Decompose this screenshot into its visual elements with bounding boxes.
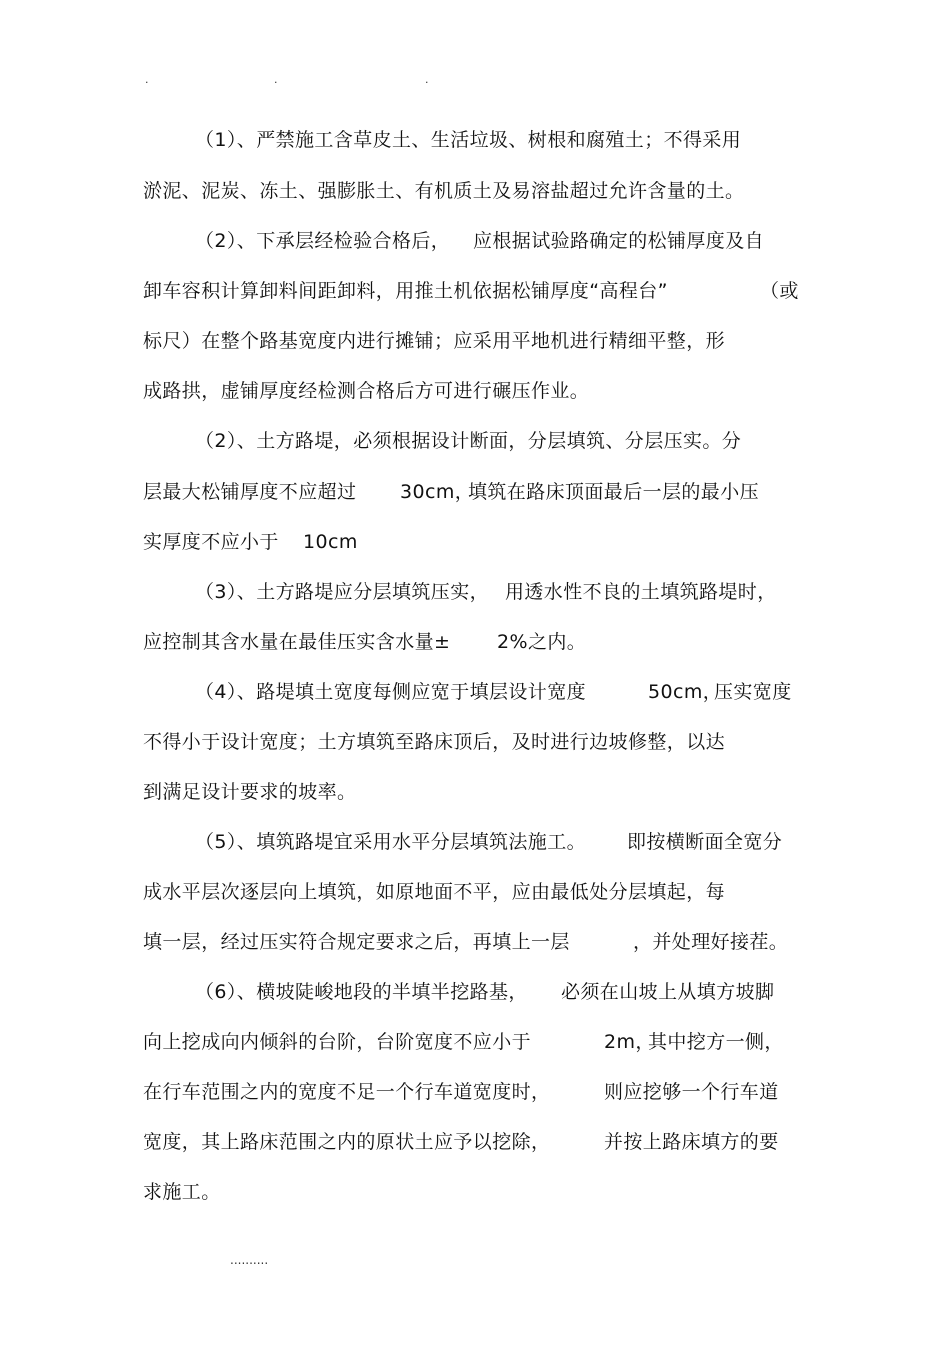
text-segment: 则应挖够一个行车道 <box>604 1081 779 1103</box>
text-line <box>0 176 950 206</box>
text-line <box>0 927 950 957</box>
text-segment: 30cm， <box>400 481 475 503</box>
text-line <box>0 527 950 557</box>
text-segment: （1）、严禁施工含草皮土、生活垃圾、树根和腐殖土；不得采用 <box>195 129 742 151</box>
text-segment: （6）、横坡陡峻地段的半填半挖路基， <box>195 981 528 1003</box>
text-line <box>0 1027 950 1057</box>
text-line <box>0 877 950 907</box>
text-segment: 标尺）在整个路基宽度内进行摊铺；应采用平地机进行精细平整，形 <box>143 330 726 352</box>
text-segment: 在行车范围之内的宽度不足一个行车道宽度时， <box>143 1081 551 1103</box>
text-segment: 50cm， <box>648 681 723 703</box>
text-segment: ，并处理好接茬。 <box>633 931 789 953</box>
text-line <box>0 1127 950 1157</box>
text-segment: （3）、土方路堤应分层填筑压实， <box>195 581 489 603</box>
text-segment: 用透水性不良的土填筑路堤时， <box>505 581 777 603</box>
text-line <box>0 827 950 857</box>
text-segment: 2m， <box>604 1031 655 1053</box>
text-segment: 填一层，经过压实符合规定要求之后，再填上一层 <box>143 931 570 953</box>
text-line <box>0 477 950 507</box>
text-line <box>0 777 950 807</box>
text-segment: 其中挖方一侧， <box>648 1031 784 1053</box>
text-segment: 实厚度不应小于 <box>143 531 279 553</box>
text-line <box>0 627 950 657</box>
text-line <box>0 577 950 607</box>
text-line <box>0 1177 950 1207</box>
text-segment: 向上挖成向内倾斜的台阶，台阶宽度不应小于 <box>143 1031 532 1053</box>
text-segment: 必须在山坡上从填方坡脚 <box>561 981 775 1003</box>
text-segment: 填筑在路床顶面最后一层的最小压 <box>468 481 760 503</box>
text-segment: 成路拱，虚铺厚度经检测合格后方可进行碾压作业。 <box>143 380 590 402</box>
text-segment: 应控制其含水量在最佳压实含水量± <box>143 631 451 653</box>
text-line <box>0 376 950 406</box>
text-segment: （5）、填筑路堤宜采用水平分层填筑法施工。 <box>195 831 586 853</box>
text-segment: （2）、下承层经检验合格后， <box>195 230 451 252</box>
text-segment: 卸车容积计算卸料间距卸料，用推土机依据松铺厚度“高程台” <box>143 280 668 302</box>
text-segment: （2）、土方路堤，必须根据设计断面，分层填筑、分层压实。分 <box>195 430 742 452</box>
text-segment: 到满足设计要求的坡率。 <box>143 781 357 803</box>
header-mark: . <box>425 73 429 86</box>
text-line <box>0 1077 950 1107</box>
text-segment: 2%之内。 <box>497 631 587 653</box>
text-line <box>0 426 950 456</box>
text-segment: 层最大松铺厚度不应超过 <box>143 481 357 503</box>
footer-marks: .......... <box>230 1253 269 1267</box>
text-segment: 即按横断面全宽分 <box>627 831 783 853</box>
text-segment: 并按上路床填方的要 <box>604 1131 779 1153</box>
text-segment: 求施工。 <box>143 1181 221 1203</box>
text-line <box>0 677 950 707</box>
text-line <box>0 326 950 356</box>
header-mark: . <box>145 73 149 86</box>
text-segment: 宽度，其上路床范围之内的原状土应予以挖除， <box>143 1131 551 1153</box>
header-marks <box>0 70 950 90</box>
header-mark: . <box>274 73 278 86</box>
text-segment: （或 <box>760 280 799 302</box>
text-line <box>0 226 950 256</box>
text-line <box>0 125 950 155</box>
text-segment: 成水平层次逐层向上填筑，如原地面不平，应由最低处分层填起，每 <box>143 881 726 903</box>
text-segment: 应根据试验路确定的松铺厚度及自 <box>473 230 765 252</box>
text-segment: 10cm <box>303 531 358 553</box>
text-segment: 淤泥、泥炭、冻土、强膨胀土、有机质土及易溶盐超过允许含量的土。 <box>143 180 745 202</box>
text-line <box>0 727 950 757</box>
text-segment: 不得小于设计宽度；土方填筑至路床顶后，及时进行边坡修整，以达 <box>143 731 726 753</box>
text-segment: 压实宽度 <box>714 681 792 703</box>
text-segment: （4）、路堤填土宽度每侧应宽于填层设计宽度 <box>195 681 586 703</box>
text-line <box>0 276 950 306</box>
text-line <box>0 977 950 1007</box>
